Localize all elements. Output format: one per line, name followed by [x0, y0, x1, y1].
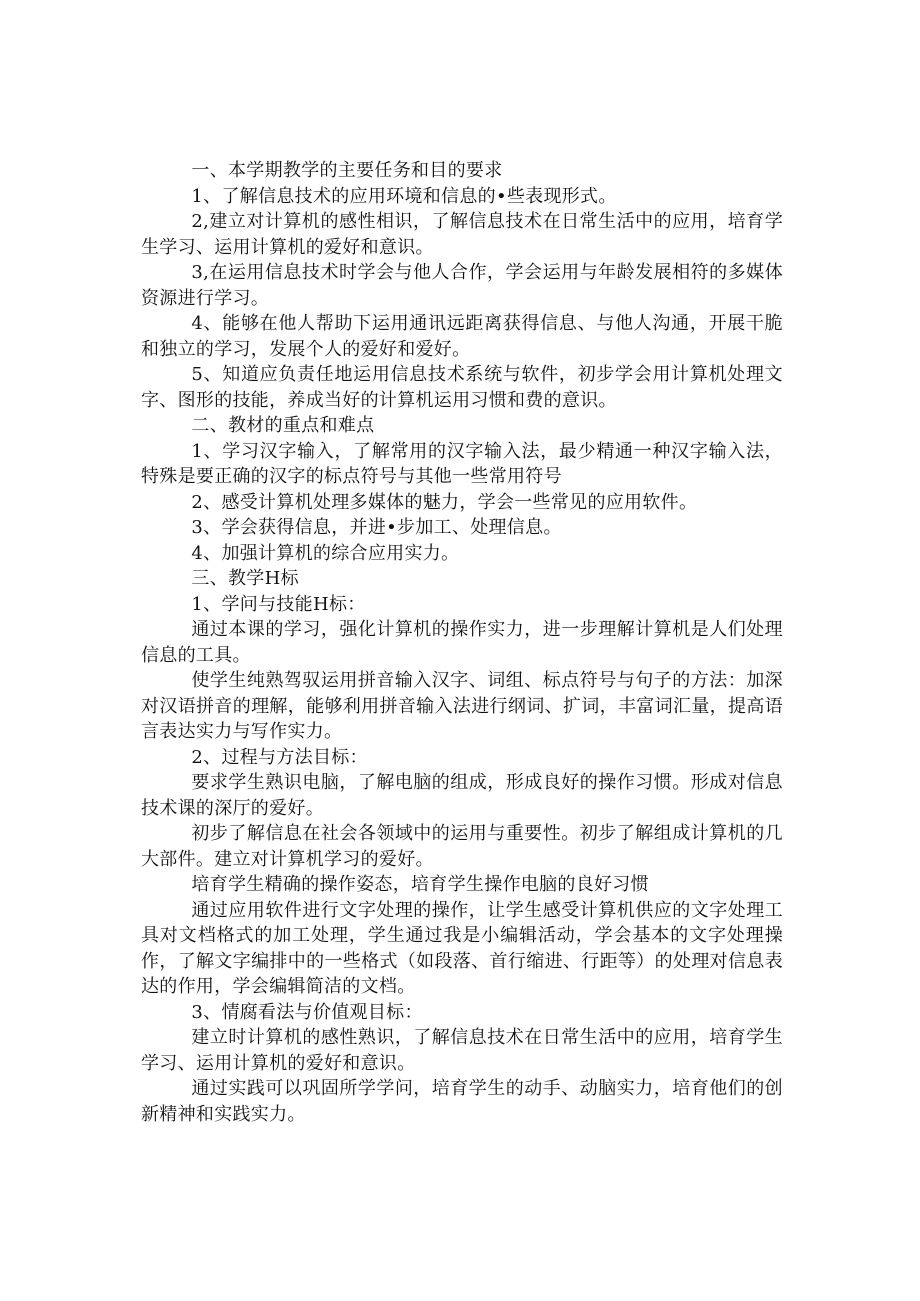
paragraph: 3、学会获得信息，并进•步加工、处理信息。 — [191, 517, 562, 538]
section-heading-goals: 三、教学H标 — [191, 568, 299, 589]
paragraph: 2,建立对计算机的感性相识，了解信息技术在日常生活中的应用，培育学生学习、运用计算机的爱好和意识。 — [141, 211, 783, 258]
subheading: 1、学问与技能H标： — [191, 593, 366, 615]
paragraph: 3,在运用信息技术时学会与他人合作，学会运用与年龄发展相符的多媒体资源进行学习。 — [141, 262, 783, 309]
subheading: 3、情腐看法与价值观目标： — [191, 1001, 423, 1023]
subheading: 2、过程与方法目标： — [191, 746, 368, 768]
paragraph: 4、能够在他人帮助下运用通讯远距离获得信息、与他人沟通，开展干脆和独立的学习，发展个人的爱好和爱好。 — [141, 313, 783, 360]
paragraph: 建立时计算机的感性熟识，了解信息技术在日常生活中的应用，培育学生学习、运用计算机的爱好和意识。 — [141, 1027, 783, 1074]
paragraph: 4、加强计算机的综合应用实力。 — [191, 542, 460, 564]
paragraph: 1、学习汉字输入，了解常用的汉字输入法，最少精通一种汉字输入法，特殊是要正确的汉字的标点符号与其他一些常用符号 — [141, 440, 783, 487]
section-heading-key-points: 二、教材的重点和难点 — [191, 415, 375, 436]
paragraph: 1、了解信息技术的应用环境和信息的•些表现形式。 — [191, 185, 617, 207]
section-heading-tasks: 一、本学期教学的主要任务和目的要求 — [191, 160, 503, 181]
paragraph: 通过应用软件进行文字处理的操作，让学生感受计算机供应的文字处理工具对文档格式的加工处理，学生通过我是小编辑活动，学会基本的文字处理操作，了解文字编排中的一些格式（如段落、首行缩进、行距等）的处理对信息表达的作用，学会编辑简洁的文档。 — [141, 899, 783, 997]
paragraph: 2、感受计算机处理多媒体的魅力，学会一些常见的应用软件。 — [191, 491, 698, 513]
paragraph: 要求学生熟识电脑，了解电脑的组成，形成良好的操作习惯。形成对信息技术课的深厅的爱好。 — [141, 772, 783, 819]
paragraph: 通过实践可以巩固所学学问，培育学生的动手、动脑实力，培育他们的创新精神和实践实力。 — [141, 1078, 783, 1125]
paragraph: 培育学生精确的操作姿态，培育学生操作电脑的良好习惯 — [191, 874, 649, 895]
paragraph: 初步了解信息在社会各领域中的运用与重要性。初步了解组成计算机的几大部件。建立对计算机学习的爱好。 — [141, 823, 783, 870]
paragraph: 通过本课的学习，强化计算机的操作实力，进一步理解计算机是人们处理信息的工具。 — [141, 619, 783, 666]
document-body — [141, 158, 783, 1127]
paragraph: 使学生纯熟驾驭运用拼音输入汉字、词组、标点符号与句子的方法：加深对汉语拼音的理解，能够利用拼音输入法进行纲词、扩词，丰富词汇量，提高语言表达实力与写作实力。 — [141, 670, 783, 742]
paragraph: 5、知道应负责任地运用信息技术系统与软件，初步学会用计算机处理文字、图形的技能，养成当好的计算机运用习惯和费的意识。 — [141, 364, 783, 411]
